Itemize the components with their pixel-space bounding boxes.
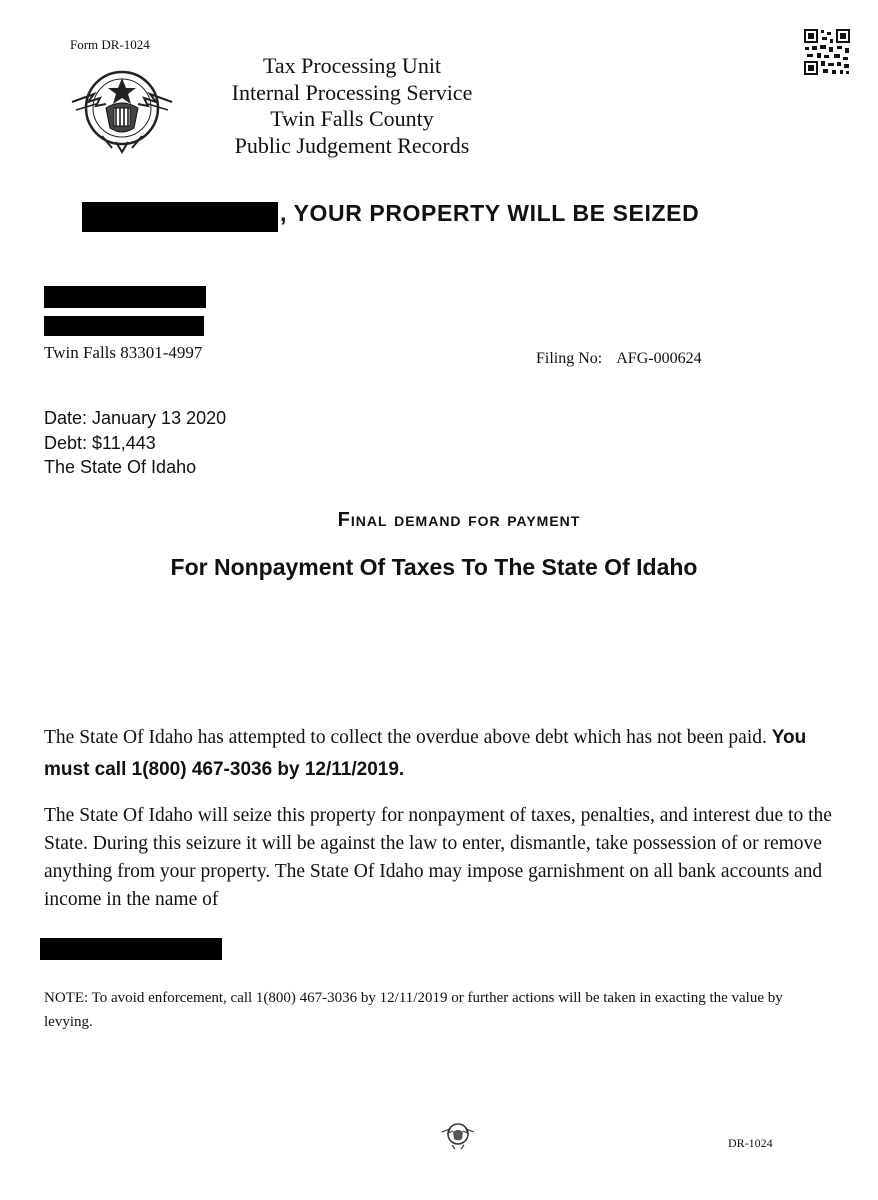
eagle-seal-icon [66, 58, 178, 158]
collection-paragraph [44, 722, 834, 786]
notice-date: Date: January 13 2020 [44, 408, 227, 428]
redacted-street-address [44, 316, 204, 336]
form-id-label: Form DR-1024 [70, 37, 150, 52]
demand-subtitle: For Nonpayment Of Taxes To The State Of Idaho [170, 554, 698, 580]
notice-details [44, 406, 226, 480]
redacted-name [82, 202, 278, 232]
redacted-recipient-name [44, 286, 206, 308]
address-city-line: Twin Falls 83301-4997 [44, 343, 203, 362]
agency-line: Twin Falls County [270, 106, 434, 131]
agency-line: Public Judgement Records [234, 132, 470, 158]
footer-form-id: DR-1024 [728, 1136, 773, 1150]
call-deadline: You must call 1(800) 467-3036 by 12/11/2019. [44, 727, 807, 780]
notice-issuer: The State Of Idaho [44, 457, 197, 477]
seizure-paragraph: The State Of Idaho will seize this property for nonpayment of taxes, penalties, and interest due to the State. During this seizure it will be against the law to enter, dismantle, take possession of or remove anything from your property. The State Of Idaho may impose garnishment on all bank accounts and income in the name of [44, 805, 832, 910]
enforcement-note: NOTE: To avoid enforcement, call 1(800) 467-3036 by 12/11/2019 or further actions will be taken in exacting the value by levying. [44, 990, 783, 1030]
collection-text: The State Of Idaho has attempted to collect the overdue above debt which has not been paid. [44, 727, 772, 748]
demand-title: Final demand for payment [337, 509, 581, 531]
filing-number [536, 350, 702, 368]
filing-value: AFG-000624 [616, 350, 702, 367]
filing-label: Filing No: [536, 350, 603, 367]
agency-header [212, 53, 492, 159]
agency-line: Tax Processing Unit [262, 53, 442, 78]
seizure-headline: , YOUR PROPERTY WILL BE SEIZED [280, 200, 700, 226]
agency-line: Internal Processing Service [231, 79, 473, 105]
notice-debt: Debt: $11,443 [44, 432, 156, 453]
redacted-account-holder [40, 938, 222, 960]
footer-seal-icon [440, 1118, 476, 1150]
qr-code-icon [803, 28, 851, 76]
